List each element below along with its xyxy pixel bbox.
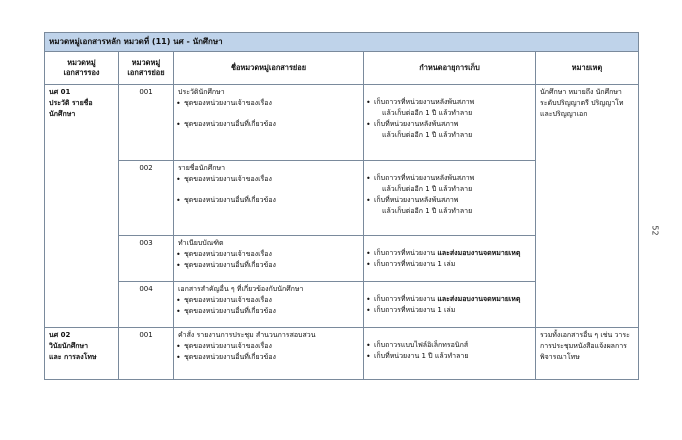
sub-category-name: รายชื่อนักศึกษา • ชุดของหน่วยงานเจ้าของเรื่อง • ชุดของหน่วยงานอื่นที่เกี่ยวข้อง [174,161,364,236]
table-row [45,85,639,161]
sub-category-code: 002 [119,161,174,236]
table-title: หมวดหมู่เอกสารหลัก หมวดที่ (11) นศ - นักศึกษา [45,33,639,52]
sub-category-name: ประวัตินักศึกษา • ชุดของหน่วยงานเจ้าของเรื่อง • ชุดของหน่วยงานอื่นที่เกี่ยวข้อง [174,85,364,161]
retention-period: • เก็บถาวรที่หน่วยงานหลังพ้นสภาพ แล้วเก็บต่ออีก 1 ปี แล้วทำลาย • เก็บที่หน่วยงานหลังพ้นสภาพ แล้วเก็บต่ออีก 1 ปี แล้วทำลาย [364,85,536,161]
group-name: นศ 02 วินัยนักศึกษา และ การลงโทษ [45,328,119,380]
header-remarks: หมายเหตุ [536,52,639,85]
document-page [44,32,638,380]
remarks: นักศึกษา หมายถึง นักศึกษา ระดับปริญญาตรี ปริญญาโท และปริญญาเอก [536,85,639,328]
retention-period: • เก็บถาวรที่หน่วยงาน และส่งมอบงานจดหมายเหตุ • เก็บถาวรที่หน่วยงาน 1 เล่ม [364,282,536,328]
sub-category-code: 003 [119,236,174,282]
retention-period: • เก็บถาวรที่หน่วยงานหลังพ้นสภาพ แล้วเก็บต่ออีก 1 ปี แล้วทำลาย • เก็บที่หน่วยงานหลังพ้นสภาพ แล้วเก็บต่ออีก 1 ปี แล้วทำลาย [364,161,536,236]
remarks: รวมทั้งเอกสารอื่น ๆ เช่น วาระ การประชุมหนังสือแจ้งผลการ พิจารณาโทษ [536,328,639,380]
header-retention-period: กำหนดอายุการเก็บ [364,52,536,85]
header-sub-category-name: ชื่อหมวดหมู่เอกสารย่อย [174,52,364,85]
page-number: 52 [650,225,660,236]
sub-category-code: 001 [119,328,174,380]
header-row [45,52,639,85]
sub-category-name: ทำเนียบบัณฑิต • ชุดของหน่วยงานเจ้าของเรื่อง • ชุดของหน่วยงานอื่นที่เกี่ยวข้อง [174,236,364,282]
sub-category-code: 001 [119,85,174,161]
records-retention-table [44,32,639,380]
group-name: นศ 01 ประวัติ รายชื่อ นักศึกษา [45,85,119,328]
retention-period: • เก็บถาวรที่หน่วยงาน และส่งมอบงานจดหมายเหตุ • เก็บถาวรที่หน่วยงาน 1 เล่ม [364,236,536,282]
header-sub-category: หมวดหมู่ เอกสารย่อย [119,52,174,85]
header-secondary-category: หมวดหมู่ เอกสารรอง [45,52,119,85]
sub-category-name: คำสั่ง รายงานการประชุม สำนวนการสอบสวน • ชุดของหน่วยงานเจ้าของเรื่อง • ชุดของหน่วยงานอื่นที่เกี่ยวข้อง [174,328,364,380]
table-title-row [45,33,639,52]
table-row [45,328,639,380]
sub-category-name: เอกสารสำคัญอื่น ๆ ที่เกี่ยวข้องกับนักศึกษา • ชุดของหน่วยงานเจ้าของเรื่อง • ชุดของหน่วยงานอื่นที่เกี่ยวข้อง [174,282,364,328]
retention-period: • เก็บถาวรแบบไฟล์อิเล็กทรอนิกส์ • เก็บที่หน่วยงาน 1 ปี แล้วทำลาย [364,328,536,380]
sub-category-code: 004 [119,282,174,328]
